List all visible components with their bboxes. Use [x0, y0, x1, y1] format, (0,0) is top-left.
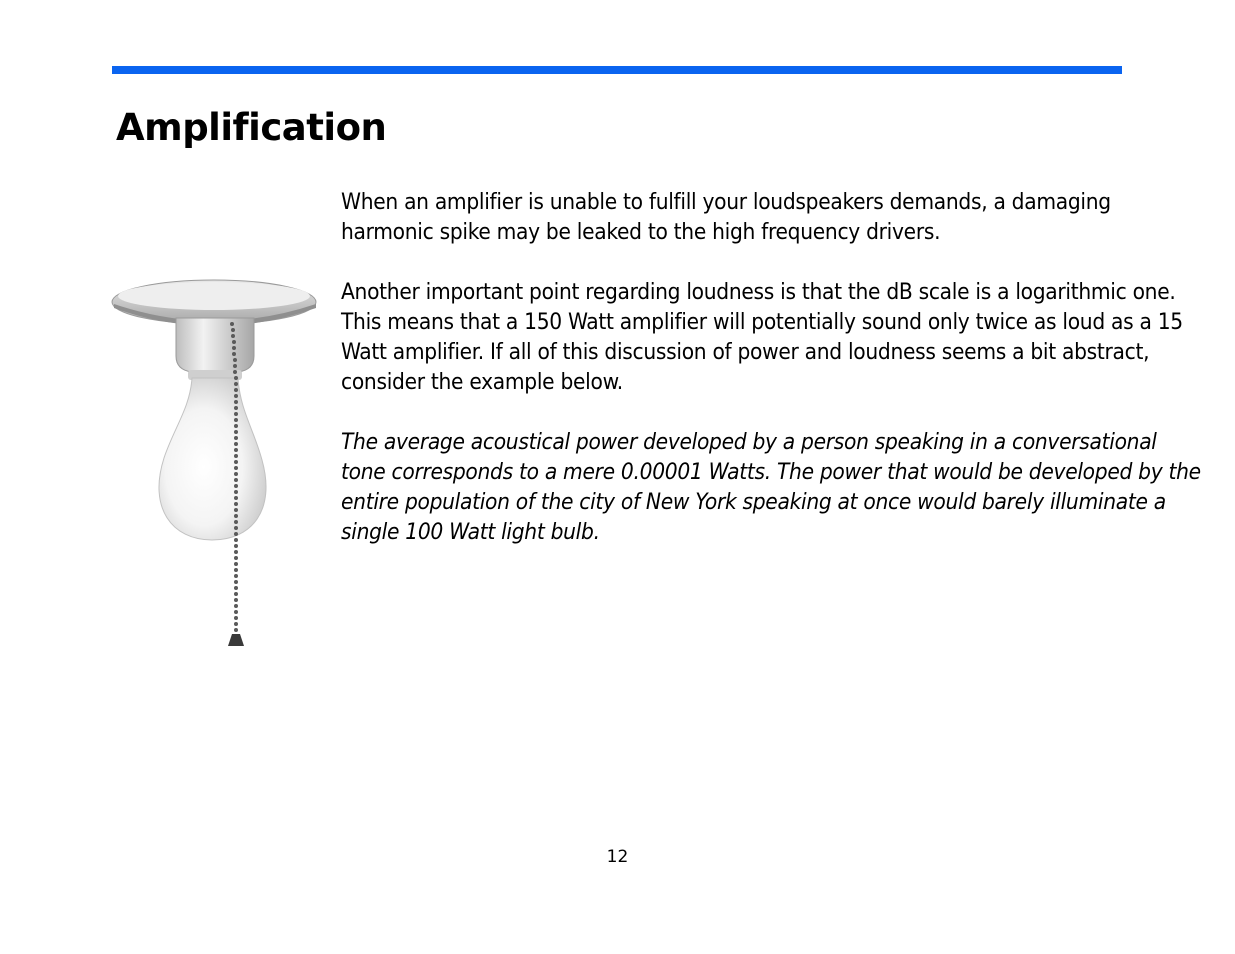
paragraph-light-bulb-example: The average acoustical power developed by a person speaking in a conversational tone corresponds to a mere 0.00001 Watts. The power that would be developed by the entire population of the city of New York speaking at once would barely illuminate a single 100 Watt light bulb.	[341, 429, 1201, 545]
page-number: 12	[606, 847, 629, 867]
paragraph-db-scale: Another important point regarding loudness is that the dB scale is a logarithmic one. This means that a 150 Watt amplifier will potentially sound only twice as loud as a 15 Watt amplifier. If all of this discussion of power and loudness seems a bit abstract, consider the example below.	[341, 279, 1183, 395]
light-bulb-icon	[108, 278, 330, 650]
page-title: Amplification	[116, 106, 387, 149]
paragraph-amplifier-demands: When an amplifier is unable to fulfill your loudspeakers demands, a damaging harmonic spike may be leaked to the high frequency drivers.	[341, 189, 1111, 245]
body-text	[341, 187, 1201, 577]
title-divider	[112, 66, 1122, 74]
